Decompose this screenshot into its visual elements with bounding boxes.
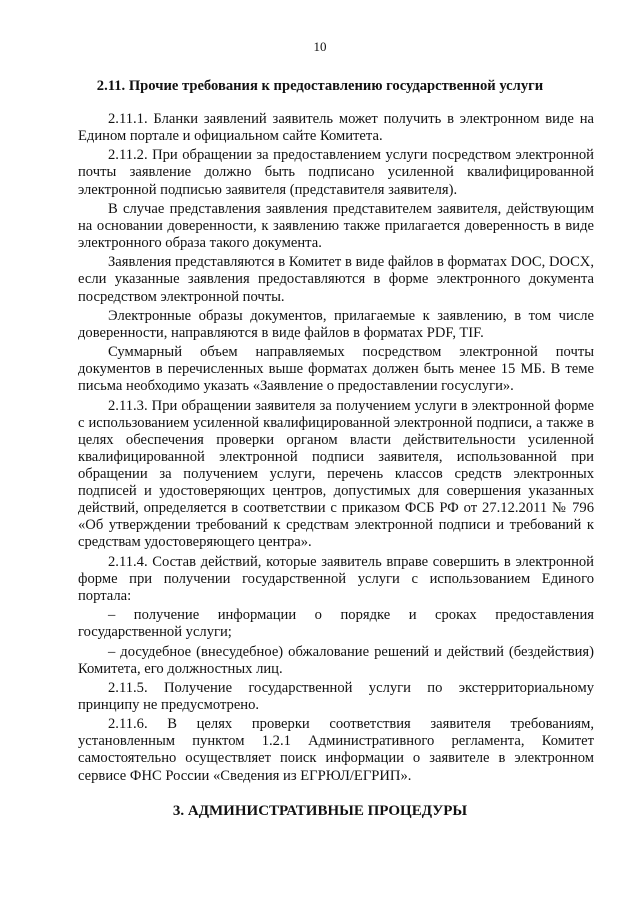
- paragraph-electronic-images: Электронные образы документов, прилагаемые к заявлению, в том числе доверенности, направляются в виде файлов в форматах PDF, TIF.: [78, 307, 594, 341]
- paragraph-2-11-5: 2.11.5. Получение государственной услуги по экстерриториальному принципу не предусмотрено.: [78, 679, 594, 713]
- page-number: 10: [313, 39, 327, 54]
- list-item-appeal: – досудебное (внесудебное) обжалование решений и действий (бездействия) Комитета, его должностных лиц.: [78, 643, 594, 677]
- paragraph-2-11-6: 2.11.6. В целях проверки соответствия заявителя требованиям, установленным пунктом 1.2.1 Административного регламента, Комитет самостоятельно осуществляет поиск информации о заявителе в электронном сервисе ФНС России «Сведения из ЕГРЮЛ/ЕГРИП».: [78, 716, 594, 784]
- paragraph-representative: В случае представления заявления представителем заявителя, действующим на основании доверенности, к заявлению также прилагается доверенность в виде электронного образа такого документа.: [78, 200, 594, 252]
- chapter-heading: 3. АДМИНИСТРАТИВНЫЕ ПРОЦЕДУРЫ: [172, 803, 468, 819]
- section-heading: 2.11. Прочие требования к предоставлению государственной услуги: [96, 78, 544, 94]
- paragraph-2-11-4: 2.11.4. Состав действий, которые заявитель вправе совершить в электронной форме при получении государственной услуги с использованием Единого портала:: [78, 553, 594, 604]
- paragraph-2-11-2: 2.11.2. При обращении за предоставлением услуги посредством электронной почты заявление должно быть подписано усиленной квалифицированной электронной подписью заявителя (представителя заявителя).: [78, 147, 594, 198]
- paragraph-file-formats: Заявления представляются в Комитет в виде файлов в форматах DOC, DOCX, если указанные заявления предоставляются в форме электронного документа посредством электронной почты.: [78, 254, 594, 305]
- document-body: [78, 111, 594, 787]
- list-item-information: – получение информации о порядке и сроках предоставления государственной услуги;: [78, 607, 594, 641]
- paragraph-2-11-1: 2.11.1. Бланки заявлений заявитель может получить в электронном виде на Едином портале и официальном сайте Комитета.: [78, 111, 594, 145]
- paragraph-2-11-3: 2.11.3. При обращении заявителя за получением услуги в электронной форме с использованием усиленной квалифицированной электронной подписи, а также в целях обеспечения проверки органом власти действительности усиленной квалифицированной электронной подписи заявителя, использованной при обращении за получением услуги, перечень классов средств электронных подписей и удостоверяющих центров, допустимых для совершения указанных действий, определяется в соответствии с приказом ФСБ РФ от 27.12.2011 № 796 «Об утверждении требований к средствам электронной подписи и требований к средствам удостоверяющего центра».: [78, 397, 594, 551]
- paragraph-size-limit: Суммарный объем направляемых посредством электронной почты документов в перечисленных выше форматах должен быть менее 15 МБ. В теме письма необходимо указать «Заявление о предоставлении госуслуги».: [78, 344, 594, 395]
